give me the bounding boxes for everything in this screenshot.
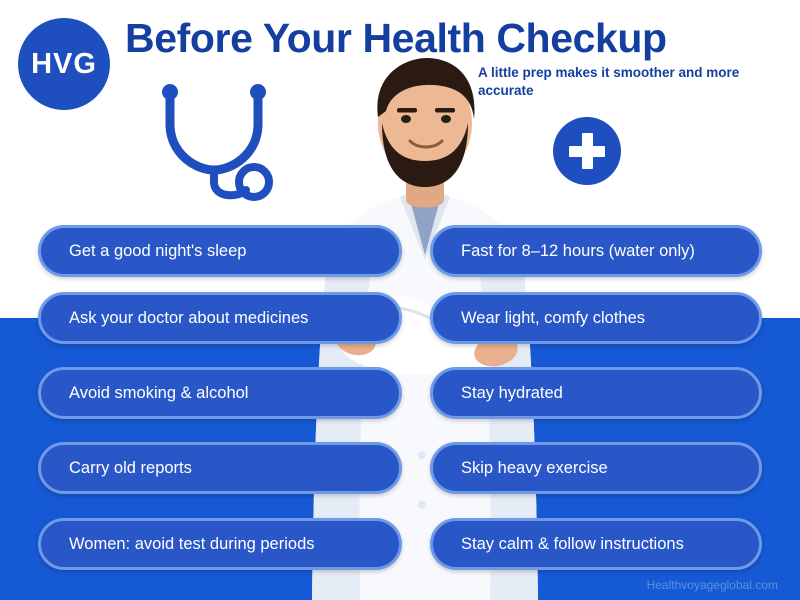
- tip-pill[interactable]: [430, 225, 762, 277]
- tip-label: Avoid smoking & alcohol: [69, 383, 249, 402]
- tip-label: Skip heavy exercise: [461, 458, 608, 477]
- tip-pill[interactable]: [38, 225, 402, 277]
- tip-pill[interactable]: [430, 292, 762, 344]
- tip-pill[interactable]: [38, 442, 402, 494]
- tip-pill[interactable]: [430, 367, 762, 419]
- brand-logo-text: HVG: [31, 47, 97, 80]
- stethoscope-icon: [152, 78, 292, 218]
- tip-label: Stay hydrated: [461, 383, 563, 402]
- page-subtitle: A little prep makes it smoother and more accurate: [478, 65, 740, 99]
- tip-label: Get a good night's sleep: [69, 241, 247, 260]
- tip-label: Women: avoid test during periods: [69, 534, 315, 553]
- brand-logo: [18, 18, 110, 110]
- tip-pill[interactable]: [38, 367, 402, 419]
- tip-label: Ask your doctor about medicines: [69, 308, 309, 327]
- tip-pill[interactable]: [430, 518, 762, 570]
- tip-label: Fast for 8–12 hours (water only): [461, 241, 695, 260]
- tip-pill[interactable]: [38, 292, 402, 344]
- tip-pill[interactable]: [38, 518, 402, 570]
- tip-label: Carry old reports: [69, 458, 192, 477]
- medical-cross-icon: [553, 117, 621, 185]
- tip-pill[interactable]: [430, 442, 762, 494]
- page-title: Before Your Health Checkup: [125, 15, 667, 61]
- tip-label: Wear light, comfy clothes: [461, 308, 646, 327]
- watermark: Healthvoyageglobal.com: [646, 578, 778, 592]
- tip-label: Stay calm & follow instructions: [461, 534, 684, 553]
